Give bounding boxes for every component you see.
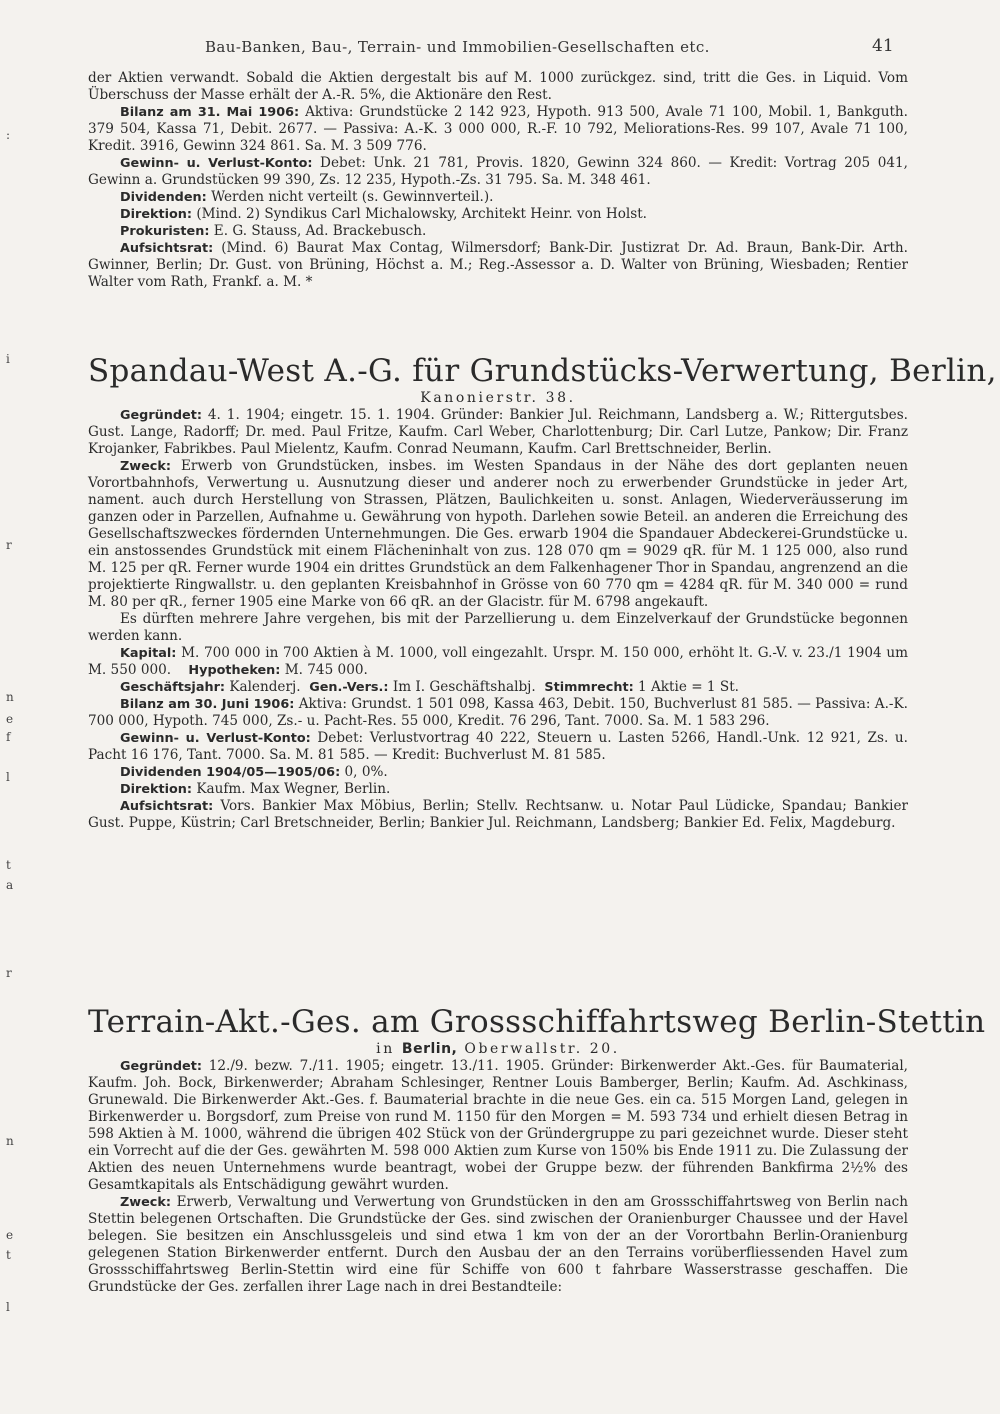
- intro-paragraph: der Aktien verwandt. Sobald die Aktien dergestalt bis auf M. 1000 zurückgez. sind, tritt die Ges. in Liquid. Vom Überschuss der Masse erhält der A.-R. 5%, die Aktionäre den Rest.: [88, 70, 908, 103]
- dividenden-label: Dividenden 1904/05—1905/06:: [120, 765, 341, 780]
- gegruendet-label: Gegründet:: [120, 408, 202, 423]
- zweck-label: Zweck:: [120, 1195, 171, 1210]
- guv-paragraph: [88, 730, 908, 764]
- kapital-text: M. 700 000 in 700 Aktien à M. 1000, voll eingezahlt. Urspr. M. 150 000, erhöht lt. G.-V. v. 23./1 1904 um M. 550 000.: [88, 645, 909, 678]
- guv-text: Debet: Verlustvortrag 40 222, Steuern u. Lasten 5266, Handl.-Unk. 12 921, Zs. u. Pacht 16 176, Tant. 7000. Sa. M. 81 585. — Kredit: Buchverlust M. 81 585.: [88, 730, 908, 763]
- guv-label: Gewinn- u. Verlust-Konto:: [120, 731, 311, 746]
- aufsichtsrat-text: Vors. Bankier Max Möbius, Berlin; Stellv. Rechtsanw. u. Notar Paul Lüdicke, Spandau; Bankier Gust. Puppe, Küstrin; Carl Bretschneider, Berlin; Bankier Jul. Reichmann, Landsberg; Bankier Ed. Felix, Magdeburg.: [88, 798, 908, 831]
- prokuristen-text: E. G. Stauss, Ad. Brackebusch.: [213, 223, 427, 239]
- direktion-paragraph: [88, 781, 908, 798]
- bilanz-paragraph: [88, 104, 908, 155]
- gegruendet-paragraph: [88, 1058, 908, 1194]
- geschaeftsjahr-label: Geschäftsjahr:: [120, 680, 225, 695]
- gegruendet-text: 4. 1. 1904; eingetr. 15. 1. 1904. Gründer: Bankier Jul. Reichmann, Landsberg a. W.; Rittergutsbes. Gust. Lange, Radorff; Dr. med. Paul Fritze, Kaufm. Carl Weber, Charlottenburg; Dir. Carl Lutze, Pankow; Dir. Franz Krojanker, Fabrikbes. Paul Mielentz, Kaufm. Conrad Neumann, Kaufm. Carl Brettschneider, Berlin.: [88, 407, 908, 457]
- gegruendet-label: Gegründet:: [120, 1059, 202, 1074]
- hypotheken-label: Hypotheken:: [188, 663, 281, 678]
- direktion-text: (Mind. 2) Syndikus Carl Michalowsky, Architekt Heinr. von Holst.: [196, 206, 648, 222]
- gegruendet-paragraph: [88, 407, 908, 458]
- margin-mark: t: [6, 1248, 11, 1262]
- prokuristen-label: Prokuristen:: [120, 224, 210, 239]
- gegruendet-text: 12./9. bezw. 7./11. 1905; eingetr. 13./11. 1905. Gründer: Birkenwerder Akt.-Ges. für Baumaterial, Kaufm. Joh. Bock, Birkenwerder; Abraham Schlesinger, Rentner Louis Bamberger, Berlin; Kaufm. Ad. Aschkinass, Grunewald. Die Birkenwerder Akt.-Ges. f. Baumaterial brachte in die neue Ges. ein ca. 515 Morgen Land, gelegen in Birkenwerder u. Borgsdorf, zum Preise von rund M. 1150 für den Morgen = M. 593 734 und erhielt diesen Betrag in 598 Aktien à M. 1000, während die übrigen 402 Stück von der Gründergruppe zu pari gezeichnet wurde. Dieser steht ein Vorrecht auf die der Ges. gewährten M. 598 000 Aktien zum Kurse von 150% bis Ende 1911 zu. Die Zulassung der Aktien des neuen Unternehmens wurde beantragt, wobei der Gruppe bezw. der führenden Bankfirma 2½% des Gesamtkapitals als Entschädigung gewährt wurden.: [88, 1058, 908, 1193]
- direktion-paragraph: [88, 206, 908, 223]
- dividenden-text: Werden nicht verteilt (s. Gewinnverteil.).: [211, 189, 494, 205]
- margin-mark: f: [6, 730, 11, 744]
- stimmrecht-label: Stimmrecht:: [544, 680, 634, 695]
- company-title: Terrain-Akt.-Ges. am Grossschiffahrtsweg Berlin-Stettin: [88, 1004, 986, 1040]
- dividenden-text: 0, 0%.: [344, 764, 388, 780]
- bilanz-text: Aktiva: Grundst. 1 501 098, Kassa 463, Debit. 150, Buchverlust 81 585. — Passiva: A.-K. 700 000, Hypoth. 745 000, Zs.- u. Pacht-Res. 55 000, Kredit. 76 296, Tant. 7000. Sa. M. 1 583 296.: [88, 696, 908, 729]
- margin-mark: n: [6, 1134, 14, 1148]
- margin-mark: n: [6, 690, 14, 704]
- zweck-text: Erwerb von Grundstücken, insbes. im Westen Spandaus in der Nähe des dort geplanten neuen Vorortbahnhofs, Verwertung u. Ausnutzung dieser und anderer noch zu erwerbender Grundstücke in jeder Art, nament. auch durch Herstellung von Strassen, Plätzen, Baulichkeiten u. sonst. Anlagen, Wiederveräusserung im ganzen oder in Parzellen, Aufnahme u. Gewährung von hypoth. Darlehen sowie Beteil. an anderen die Erreichung des Gesellschaftszweckes fördernden Unternehmungen. Die Ges. erwarb 1904 die Spandauer Abdeckerei-Grundstücke u. ein anstossendes Grundstück mit einem Flächeninhalt von zus. 128 070 qm = 9029 qR. für M. 1 125 000, also rund M. 125 per qR. Ferner wurde 1904 ein drittes Grundstück an dem Falkenhagener Thor in Spandau, angrenzend an die projektierte Ringwallstr. u. den geplanten Kreisbahnhof in Grösse von 60 770 qm = 4284 qR. für M. 340 000 = rund M. 80 per qR., ferner 1905 eine Marke von 66 qR. an der Glacistr. für M. 6798 angekauft.: [88, 458, 909, 610]
- page-number: 41: [872, 36, 894, 56]
- margin-mark: r: [6, 538, 12, 552]
- company-title: Spandau-West A.-G. für Grundstücks-Verwertung, Berlin,: [88, 353, 997, 389]
- zweck-paragraph-2: Es dürften mehrere Jahre vergehen, bis mit der Parzellierung u. dem Einzelverkauf der Grundstücke begonnen werden kann.: [88, 611, 908, 644]
- genvers-label: Gen.-Vers.:: [309, 680, 389, 695]
- genvers-text: Im I. Geschäftshalbj.: [392, 679, 536, 695]
- company-entry-terrain-grossschiffahrtsweg: [88, 1004, 986, 1296]
- zweck-paragraph: [88, 458, 908, 611]
- aufsichtsrat-paragraph: [88, 240, 908, 291]
- aufsichtsrat-text: (Mind. 6) Baurat Max Contag, Wilmersdorf; Bank-Dir. Justizrat Dr. Ad. Braun, Bank-Dir. Arth. Gwinner, Berlin; Dr. Gust. von Brüning, Höchst a. M.; Reg.-Assessor a. D. Walter von Brüning, Wiesbaden; Rentier Walter vom Rath, Frankf. a. M. *: [88, 240, 908, 290]
- hypotheken-text: M. 745 000.: [284, 662, 368, 678]
- prokuristen-paragraph: [88, 223, 908, 240]
- bilanz-label: Bilanz am 31. Mai 1906:: [120, 105, 300, 120]
- running-head: Bau-Banken, Bau-, Terrain- und Immobilien-Gesellschaften etc.: [205, 38, 710, 56]
- address-city: Berlin,: [401, 1041, 458, 1057]
- left-margin-marks: [0, 0, 20, 1414]
- kapital-paragraph: [88, 645, 908, 679]
- guv-text: Debet: Unk. 21 781, Provis. 1820, Gewinn 324 860. — Kredit: Vortrag 205 041, Gewinn a. Grundstücken 99 390, Zs. 12 235, Hypoth.-Zs. 31 795. Sa. M. 348 461.: [88, 155, 908, 188]
- zweck-label: Zweck:: [120, 459, 171, 474]
- kapital-label: Kapital:: [120, 646, 177, 661]
- aufsichtsrat-label: Aufsichtsrat:: [120, 799, 214, 814]
- guv-label: Gewinn- u. Verlust-Konto:: [120, 156, 313, 171]
- zweck-text: Erwerb, Verwaltung und Verwertung von Grundstücken in den am Grossschiffahrtsweg von Berlin nach Stettin belegenen Ortschaften. Die Grundstücke der Ges. sind zwischen der Oranienburger Chaussee und der Havel belegen. Sie besitzen ein Anschlussgeleis und sind etwa 1 km von der an der Vorortbahn Berlin-Oranienburg gelegenen Station Birkenwerder entfernt. Durch den Ausbau der an den Terrains vorüberfliessenden Havel zum Grossschiffahrtsweg Berlin-Stettin wird eine für Schiffe von 600 t fahrbare Wasserstrasse geschaffen. Die Grundstücke der Ges. zerfallen ihrer Lage nach in drei Bestandteile:: [88, 1194, 908, 1295]
- aufsichtsrat-paragraph: [88, 798, 908, 832]
- company-entry-spandau-west: [88, 353, 997, 832]
- address-street: Oberwallstr. 20.: [464, 1041, 620, 1057]
- dividenden-paragraph: [88, 764, 908, 781]
- bilanz-label: Bilanz am 30. Juni 1906:: [120, 697, 295, 712]
- zweck-paragraph: [88, 1194, 908, 1296]
- margin-mark: t: [6, 858, 11, 872]
- direktion-label: Direktion:: [120, 782, 193, 797]
- geschaeftsjahr-paragraph: [88, 679, 908, 696]
- bilanz-text: Aktiva: Grundstücke 2 142 923, Hypoth. 913 500, Avale 71 100, Mobil. 1, Bankguth. 379 504, Kassa 71, Debit. 2677. — Passiva: A.-K. 3 000 000, R.-F. 10 792, Meliorations-Res. 99 107, Avale 71 100, Kredit. 3916, Gewinn 324 861. Sa. M. 3 509 776.: [88, 104, 908, 154]
- bilanz-paragraph: [88, 696, 908, 730]
- aufsichtsrat-label: Aufsichtsrat:: [120, 241, 214, 256]
- address-prefix: in: [376, 1041, 395, 1057]
- margin-mark: l: [6, 770, 10, 784]
- margin-mark: a: [6, 878, 14, 892]
- margin-mark: :: [6, 128, 11, 142]
- direktion-label: Direktion:: [120, 207, 193, 222]
- dividenden-label: Dividenden:: [120, 190, 207, 205]
- geschaeftsjahr-text: Kalenderj.: [229, 679, 301, 695]
- direktion-text: Kaufm. Max Wegner, Berlin.: [196, 781, 391, 797]
- section-continued-entry: [88, 70, 908, 291]
- margin-mark: r: [6, 966, 12, 980]
- margin-mark: e: [6, 1228, 14, 1242]
- margin-mark: l: [6, 1300, 10, 1314]
- company-address: [88, 1041, 908, 1058]
- stimmrecht-text: 1 Aktie = 1 St.: [638, 679, 739, 695]
- margin-mark: e: [6, 712, 14, 726]
- margin-mark: i: [6, 352, 10, 366]
- guv-paragraph: [88, 155, 908, 189]
- dividenden-paragraph: [88, 189, 908, 206]
- company-address: Kanonierstr. 38.: [420, 390, 576, 406]
